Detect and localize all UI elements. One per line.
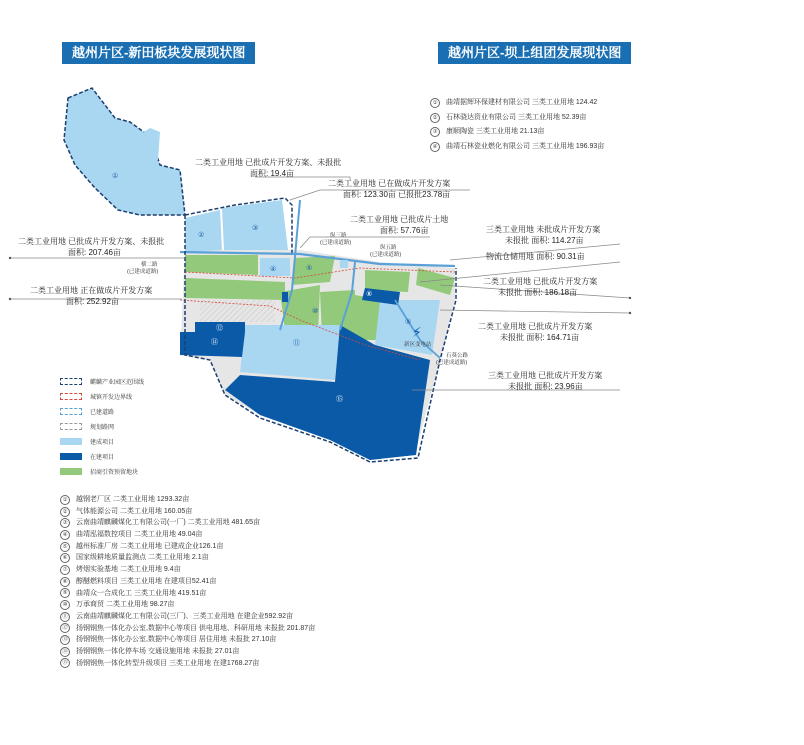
legend-swatch-planned-road [60,423,82,430]
building-7 [340,260,348,268]
parcel-2 [185,210,222,252]
list-text: 曲靖泓福数控项目 二类工业用地 49.04亩 [76,531,203,539]
legend-swatch-construction [60,453,82,460]
list-item [60,494,315,506]
map-num-15: ⑮ [336,396,343,403]
road-label-zong3-status: (已建成道路) [320,240,352,246]
list-text: 扬钢钢焦一体化办公室,数据中心等项目 供电用地、科研用地 未报批 201.87亩 [76,624,316,632]
legend-label: 规划路网 [90,425,115,431]
list-item [60,552,315,564]
list-number: ④ [60,530,70,540]
list-text: 烤烟实验基地 二类工业用地 9.4亩 [76,566,181,574]
list-number: ⑭ [60,647,70,657]
substation-label: 新区变电站 [404,342,432,348]
list-text: 扬钢钢焦一体化转型升级项目 三类工业用地 在建1768.27亩 [76,659,260,667]
list-item [60,576,315,588]
list-item [60,623,315,635]
callout-8-line2: 未报批 面积: 186.18亩 [498,288,578,297]
callout-5-line1: 二类工业用地 正在做成片开发方案 [30,286,153,295]
list-text: 云南曲靖麒麟煤化工有限公司(三厂)、三类工业用地 在建企业592.92亩 [76,612,294,620]
callout-2-line1: 二类工业用地 已在做成片开发方案 [328,179,451,188]
road-label-zong5-status: (已建成道路) [370,252,402,258]
map-num-4: ④ [270,266,277,273]
callout-1-line1: 二类工业用地 已批成片开发方案、未报批 [195,158,342,167]
list-number: ⑧ [60,577,70,587]
legend-swatch-park-boundary [60,378,82,385]
legend-label: 建成项目 [90,440,115,446]
list-text: 石林骁达资业有限公司 三类工业用地 52.39亩 [446,113,587,121]
list-number: ⑬ [60,635,70,645]
map-num-12: ⑫ [216,325,223,332]
list-number: ⑮ [60,658,70,668]
callout-4-line2: 面积: 207.46亩 [68,248,121,257]
callout-1-line2: 面积: 19.4亩 [250,169,295,178]
list-item [430,96,604,111]
legend-label: 麒麟产业园区范围线 [90,380,145,386]
legend-swatch-built [60,438,82,445]
legend-item [60,374,144,389]
left-title-banner: 越州片区-新田板块发展现状图 [62,42,255,64]
list-text: 曲靖众一合成化工 三类工业用地 419.51亩 [76,589,207,597]
parcel-1 [64,88,185,215]
list-item [60,634,315,646]
legend-label: 在建项目 [90,455,115,461]
list-text: 扬钢钢焦一体化停车场 交通设施用地 未报批 27.01亩 [76,647,240,655]
reserved-east [365,270,410,292]
road-label-heng2: 横二路 [141,262,158,268]
callout-9-line2: 未报批 面积: 164.71亩 [500,333,580,342]
list-item [60,588,315,600]
map-num-2: ② [198,232,205,239]
list-number: ① [430,98,440,108]
legend-item [60,404,144,419]
list-item [60,599,315,611]
legend-swatch-reserved [60,468,82,475]
callout-8-line1: 二类工业用地 已批成片开发方案 [483,277,598,286]
list-text: 气体能源公司 二类工业用地 160.05亩 [76,507,193,515]
list-text: 曲靖据辉环保建材有限公司 三类工业用地 124.42 [446,99,598,106]
list-number: ③ [60,518,70,528]
list-item [60,646,315,658]
road-label-zong3: 纵三路 [330,233,347,239]
list-number: ③ [430,127,440,137]
list-item [60,564,315,576]
callout-9-line1: 二类工业用地 已批成片开发方案 [478,322,593,331]
map-num-10: ⑩ [312,308,319,315]
callout-6-line1: 三类工业用地 未批成片开发方案 [486,225,601,234]
list-text: 万承商贸 二类工业用地 98.27亩 [76,601,175,609]
list-text: 康顺陶瓷 三类工业用地 21.13亩 [446,128,545,135]
list-text: 醇醚燃料项目 三类工业用地 在建项目52.41亩 [76,577,217,585]
road-label-shikui: 石葵公路 [446,353,469,359]
callout-3-line2: 面积: 57.76亩 [380,226,429,235]
right-project-list [430,96,604,154]
list-item [430,125,604,140]
road-label-heng2-status: (已建成道路) [127,269,159,275]
callout-4-line1: 二类工业用地 已批成片开发方案、未报批 [18,237,165,246]
list-text: 云南曲靖麒麟煤化工有限公司(一厂) 二类工业用地 481.65亩 [76,519,260,527]
reserved-mid [292,256,335,285]
map-num-5: ⑤ [306,265,313,272]
list-text: 扬钢钢焦一体化办公室,数据中心等项目 居住用地 未报批 27.10亩 [76,636,277,644]
project-list [60,494,315,669]
list-item [60,529,315,541]
list-number: ② [430,113,440,123]
legend-label: 已建道路 [90,410,115,416]
map-num-8: ⑧ [366,291,373,298]
legend-item [60,449,144,464]
hatch-zone [200,300,275,322]
legend-item [60,419,144,434]
list-item [60,517,315,529]
substation-icon: ⚡ [412,325,422,341]
callout-3-line1: 二类工业用地 已批成片土地 [350,215,449,224]
map-num-9: ⑨ [405,319,412,326]
callout-5-line2: 面积: 252.92亩 [66,297,119,306]
list-item [430,140,604,155]
legend-label: 招商引资预留地块 [90,470,139,476]
list-text: 越州标准厂房 二类工业用地 已建成企业126.1亩 [76,542,224,550]
reserved-strip-1 [185,255,258,275]
list-number: ⑨ [60,588,70,598]
map-num-1: ① [112,173,119,180]
list-number: ⑥ [60,553,70,563]
list-item [60,541,315,553]
map-legend [60,374,144,479]
list-number: ② [60,507,70,517]
list-text: 国家级耕地质量监测点 二类工业用地 2.1亩 [76,554,209,562]
list-number: ④ [430,142,440,152]
legend-item [60,434,144,449]
list-number: ⑦ [60,565,70,575]
map-num-11: ⑪ [293,340,300,347]
legend-item [60,464,144,479]
list-text: 曲靖石林瓷业燃化有限公司 三类工业用地 196.93亩 [446,142,605,150]
list-number: ⑪ [60,612,70,622]
list-number: ⑩ [60,600,70,610]
callout-10-line1: 三类工业用地 已批成片开发方案 [488,371,603,380]
list-item [60,658,315,670]
map-num-14: ⑭ [211,339,218,346]
road-label-shikui-status: (已建成道路) [436,360,468,366]
list-number: ① [60,495,70,505]
callout-6-line2: 未报批 面积: 114.27亩 [505,236,584,245]
legend-label: 城镇开发边界线 [90,395,133,401]
callout-10-line2: 未报批 面积: 23.96亩 [508,382,583,391]
callout-7-line1: 物流仓储用地 面积: 90.31亩 [486,252,585,261]
legend-item [60,389,144,404]
list-number: ⑤ [60,542,70,552]
map-num-3: ③ [252,225,259,232]
callout-2-line2: 面积: 123.30亩 已报批23.78亩 [343,190,451,199]
right-title-banner: 越州片区-坝上组团发展现状图 [438,42,631,64]
list-item [60,506,315,518]
legend-swatch-built-road [60,408,82,415]
list-number: ⑫ [60,623,70,633]
list-item [60,611,315,623]
parcel-11 [240,325,340,380]
road-label-zong5: 纵五路 [380,245,397,251]
list-item [430,111,604,126]
legend-swatch-dev-boundary [60,393,82,400]
building-6 [282,292,288,302]
list-text: 越钢老厂区 二类工业用地 1293.32亩 [76,496,190,503]
